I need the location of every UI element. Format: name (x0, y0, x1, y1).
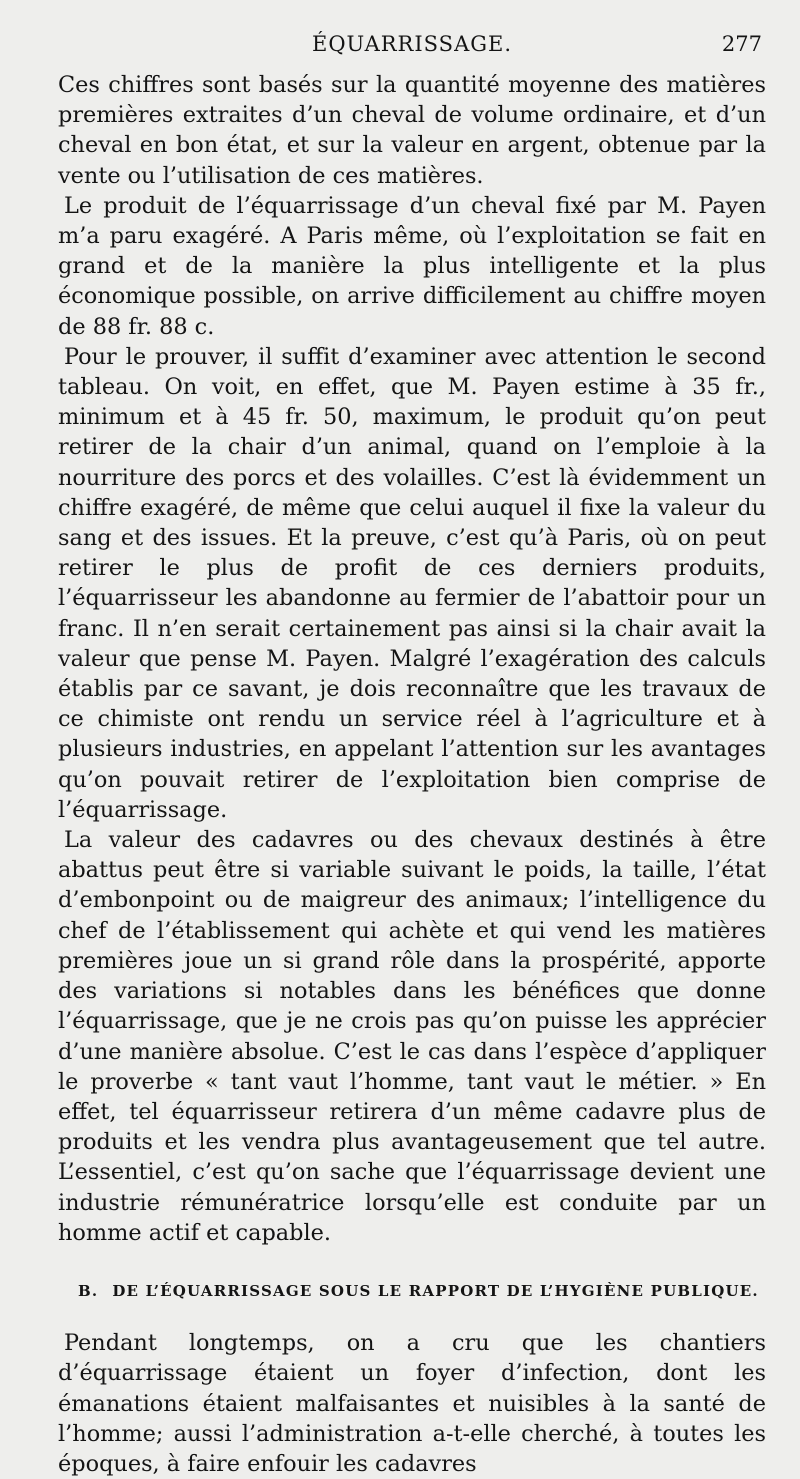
paragraph: La valeur des cadavres ou des chevaux destinés à être abattus peut être si variable suivant le poids, la taille, l’état d’embonpoint ou de maigreur des animaux; l’intelligence du chef de l’établissement qui achète et qui vend les matières premières joue un si grand rôle dans la prospérité, apporte des variations si notables dans les bénéfices que donne l’équarrissage, que je ne crois pas qu’on puisse les apprécier d’une manière absolue. C’est le cas dans l’espèce d’appliquer le proverbe « tant vaut l’homme, tant vaut le métier. » En effet, tel équarrisseur retirera d’un même cadavre plus de produits et les vendra plus avantageusement que tel autre. L’essentiel, c’est qu’on sache que l’équarrissage devient une industrie rémunératrice lorsqu’elle est conduite par un homme actif et capable. (58, 827, 766, 1246)
running-title: ÉQUARRISSAGE. (311, 32, 513, 56)
paragraph: Le produit de l’équarrissage d’un cheval fixé par M. Payen m’a paru exagéré. A Paris même, où l’exploitation se fait en grand et de la manière la plus intelligente et la plus économique possible, on arrive difficilement au chiffre moyen de 88 fr. 88 c. (58, 192, 766, 340)
page-number: 277 (721, 32, 762, 56)
section-heading (78, 1276, 766, 1306)
section-title: DE L’ÉQUARRISSAGE SOUS LE RAPPORT DE L’HYGIÈNE PUBLIQUE. (112, 1281, 759, 1300)
running-header (58, 28, 766, 60)
paragraph: Pendant longtemps, on a cru que les chantiers d’équarrissage étaient un foyer d’infection, dont les émanations étaient malfaisantes et nuisibles à la santé de l’homme; aussi l’administration a-t-elle cherché, à toutes les époques, à faire enfouir les cadavres (58, 1330, 766, 1477)
body-text (58, 70, 766, 1479)
paragraph: Pour le prouver, il suffit d’examiner avec attention le second tableau. On voit, en effet, que M. Payen estime à 35 fr., minimum et à 45 fr. 50, maximum, le produit qu’on peut retirer de la chair d’un animal, quand on l’emploie à la nourriture des porcs et des volailles. C’est là évidemment un chiffre exagéré, de même que celui auquel il fixe la valeur du sang et des issues. Et la preuve, c’est qu’à Paris, où on peut retirer le plus de profit de ces derniers produits, l’équarrisseur les abandonne au fermier de l’abattoir pour un franc. Il n’en serait certainement pas ainsi si la chair avait la valeur que pense M. Payen. Malgré l’exagération des calculs établis par ce savant, je dois reconnaître que les travaux de ce chimiste ont rendu un service réel à l’agriculture et à plusieurs industries, en appelant l’attention sur les avantages qu’on pouvait retirer de l’exploitation bien comprise de l’équarrissage. (58, 343, 766, 823)
paragraph: Ces chiffres sont basés sur la quantité moyenne des matières premières extraites d’un cheval de volume ordinaire, et d’un cheval en bon état, et sur la valeur en argent, obtenue par la vente ou l’utilisation de ces matières. (58, 72, 766, 189)
section-letter: B. (78, 1281, 99, 1300)
